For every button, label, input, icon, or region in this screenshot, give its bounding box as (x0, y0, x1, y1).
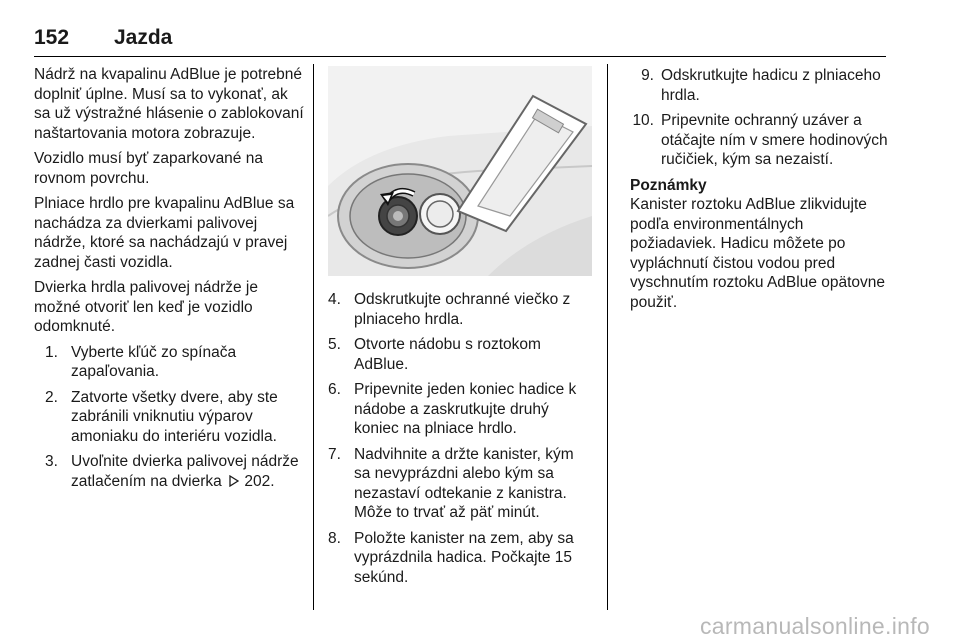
note-box (630, 176, 892, 313)
steps-list (328, 290, 594, 587)
step-text: Pripevnite ochranný uzáver a otáčajte ním v smere hodinových ručičiek, kým sa nezaistí. (661, 112, 888, 168)
step-text: Položte kanister na zem, aby sa vyprázdnila hadica. Počkajte 15 sekúnd. (354, 529, 574, 586)
steps-list (624, 66, 892, 170)
column-divider (313, 64, 314, 610)
step-number: 3. (45, 453, 58, 470)
list-item (328, 445, 594, 523)
note-title: Poznámky (630, 176, 707, 194)
step-number: 8. (328, 529, 341, 547)
step-text: Odskrutkujte hadicu z plniaceho hrdla. (661, 67, 881, 104)
step-text: Pripevnite jeden koniec hadice k nádobe a zaskrutkujte druhý koniec na plniace hrdlo. (354, 381, 577, 437)
column-middle (328, 290, 594, 593)
paragraph: Dvierka hrdla palivovej nádrže je možné otvoriť len keď je vozidlo odomknuté. (34, 279, 259, 335)
list-item (328, 335, 594, 374)
step-number: 5. (328, 336, 341, 353)
step-text: Zatvorte všetky dvere, aby ste zabránili vniknutiu výparov amoniaku do interiéru vozidla. (71, 388, 278, 445)
list-item (45, 452, 306, 491)
step-number: 7. (328, 445, 341, 463)
list-item (328, 290, 594, 329)
step-number: 2. (45, 388, 58, 406)
step-text: Otvorte nádobu s roztokom AdBlue. (354, 336, 541, 373)
list-item (45, 388, 306, 447)
list-item (328, 380, 594, 439)
step-number: 6. (328, 381, 341, 398)
steps-list (34, 343, 306, 492)
list-item (624, 111, 892, 170)
paragraph: Vozidlo musí byť zaparkované na rovnom povrchu. (34, 150, 263, 187)
section-title: Jazda (114, 26, 173, 49)
paragraph: Nádrž na kvapalinu AdBlue je potrebné doplniť úplne. Musí sa to vykonať, ak sa už výstražné hlásenie o zablokovaní naštartovania motora zobrazuje. (34, 66, 304, 142)
step-number: 1. (45, 343, 58, 361)
cross-reference-link[interactable]: 202. (244, 472, 275, 490)
step-number: 9. (641, 67, 654, 84)
step-number: 4. (328, 291, 341, 308)
step-text: Vyberte kľúč zo spínača zapaľovania. (71, 343, 237, 380)
triangle-right-icon (229, 475, 239, 487)
column-divider (607, 64, 608, 610)
column-right (624, 66, 892, 312)
page-number: 152 (34, 26, 70, 49)
page-header (34, 26, 886, 57)
column-left (34, 65, 306, 497)
step-text: Uvoľnite dvierka palivovej nádrže zatlačením na dvierka (71, 453, 299, 490)
list-item (624, 66, 892, 105)
paragraph: Plniace hrdlo pre kvapalinu AdBlue sa nachádza za dvierkami palivovej nádrže, ktoré sa nachádzajú v pravej zadnej časti vozidla. (34, 195, 295, 271)
list-item (328, 529, 594, 588)
note-text: Kanister roztoku AdBlue zlikvidujte podľa environmentálnych požiadaviek. Hadicu môžete po vypláchnutí čistou vodou pred vyschnutím roztoku AdBlue opätovne použiť. (630, 196, 886, 311)
fuel-filler-drawing (328, 66, 592, 276)
list-item (45, 343, 306, 382)
watermark: carmanualsonline.info (699, 613, 930, 639)
step-text: Nadvihnite a držte kanister, kým sa nevyprázdni alebo kým sa nezastaví odtekanie z kanistra. Môže to trvať až päť minút. (354, 445, 574, 521)
step-number: 10. (632, 112, 654, 129)
step-text: Odskrutkujte ochranné viečko z plniaceho hrdla. (354, 291, 571, 328)
fuel-filler-illustration (328, 66, 592, 276)
